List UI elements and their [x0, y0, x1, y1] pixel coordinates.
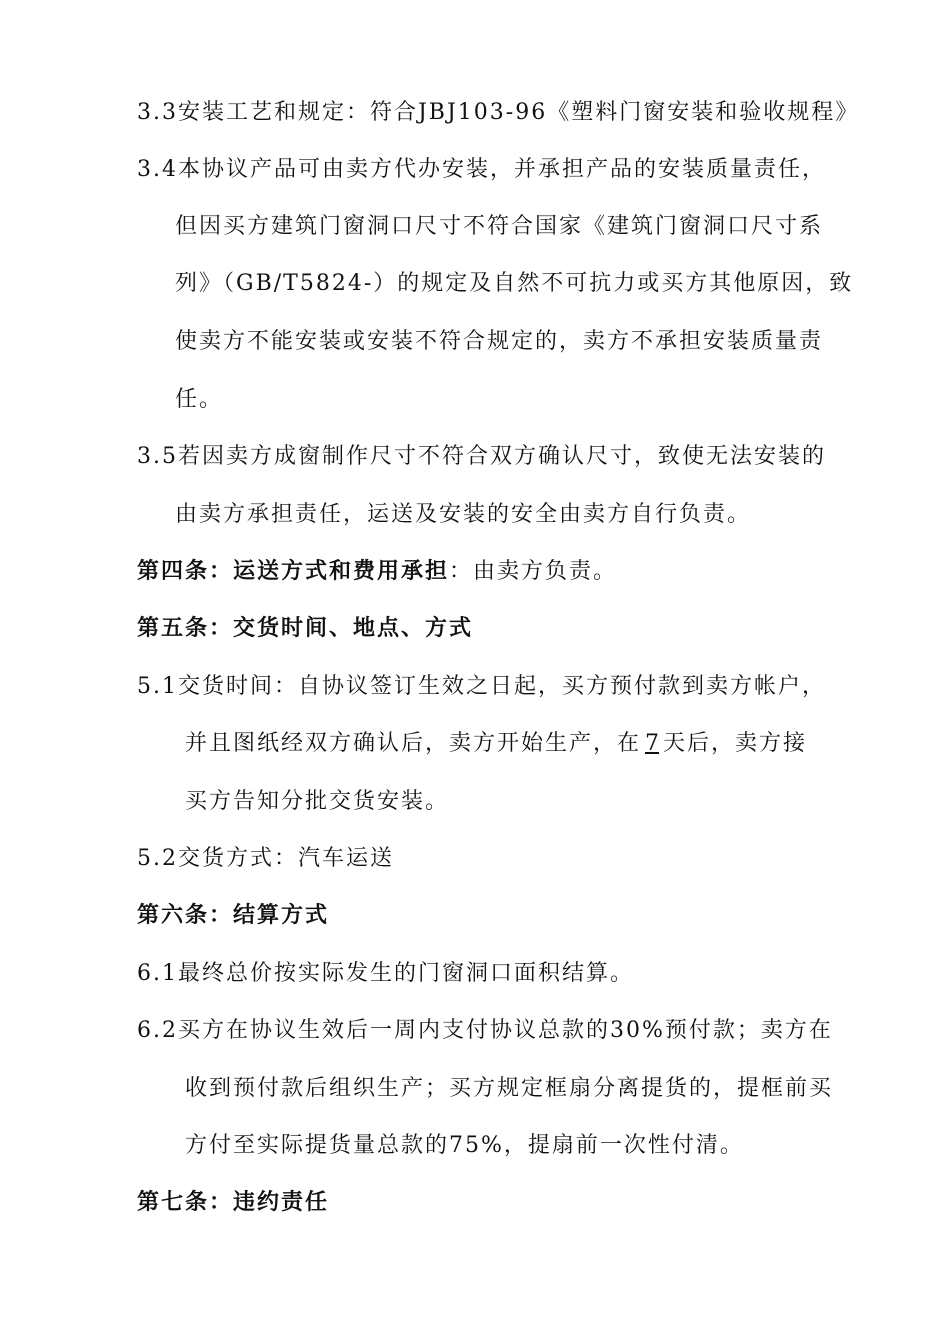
clause-3-5-line-1: 3.5若因卖方成窗制作尺寸不符合双方确认尺寸，致使无法安装的	[137, 444, 826, 469]
clause-5-1-line-2-before: 并且图纸经双方确认后，卖方开始生产，在	[185, 731, 642, 756]
clause-3-4-line-5: 任。	[175, 387, 224, 412]
delivery-days-blank: 7	[645, 731, 660, 756]
clause-5-1-line-2-after: 天后，卖方接	[663, 731, 808, 756]
article-4-line	[137, 557, 617, 587]
article-7-heading: 第七条：违约责任	[137, 1190, 330, 1215]
clause-3-4-line-1: 3.4本协议产品可由卖方代办安装，并承担产品的安装质量责任，	[137, 157, 826, 182]
article-5-heading: 第五条：交货时间、地点、方式	[137, 616, 474, 641]
article-4-heading: 第四条：运送方式和费用承担	[137, 559, 450, 584]
clause-5-1-line-1: 5.1交货时间：自协议签订生效之日起，买方预付款到卖方帐户，	[137, 674, 826, 699]
article-6-heading: 第六条：结算方式	[137, 903, 330, 928]
clause-6-2-line-1: 6.2买方在协议生效后一周内支付协议总款的30%预付款；卖方在	[137, 1018, 833, 1043]
clause-5-2: 5.2交货方式：汽车运送	[137, 846, 394, 871]
clause-3-3: 3.3安装工艺和规定：符合JBJ103-96《塑料门窗安装和验收规程》	[137, 100, 860, 125]
clause-5-1-line-2	[185, 729, 807, 759]
clause-3-5-line-2: 由卖方承担责任，运送及安装的安全由卖方自行负责。	[175, 502, 752, 527]
clause-3-4-line-2: 但因买方建筑门窗洞口尺寸不符合国家《建筑门窗洞口尺寸系	[175, 214, 824, 239]
clause-6-2-line-2: 收到预付款后组织生产；买方规定框扇分离提货的，提框前买	[185, 1076, 834, 1101]
clause-5-1-line-3: 买方告知分批交货安装。	[185, 789, 450, 814]
article-4-text: ：由卖方负责。	[449, 559, 618, 584]
clause-3-4-line-4: 使卖方不能安装或安装不符合规定的，卖方不承担安装质量责	[175, 329, 824, 354]
clause-6-1: 6.1最终总价按实际发生的门窗洞口面积结算。	[137, 961, 634, 986]
clause-3-4-line-3: 列》（GB/T5824-）的规定及自然不可抗力或买方其他原因，致	[175, 271, 854, 296]
clause-6-2-line-3: 方付至实际提货量总款的75%，提扇前一次性付清。	[185, 1133, 744, 1158]
